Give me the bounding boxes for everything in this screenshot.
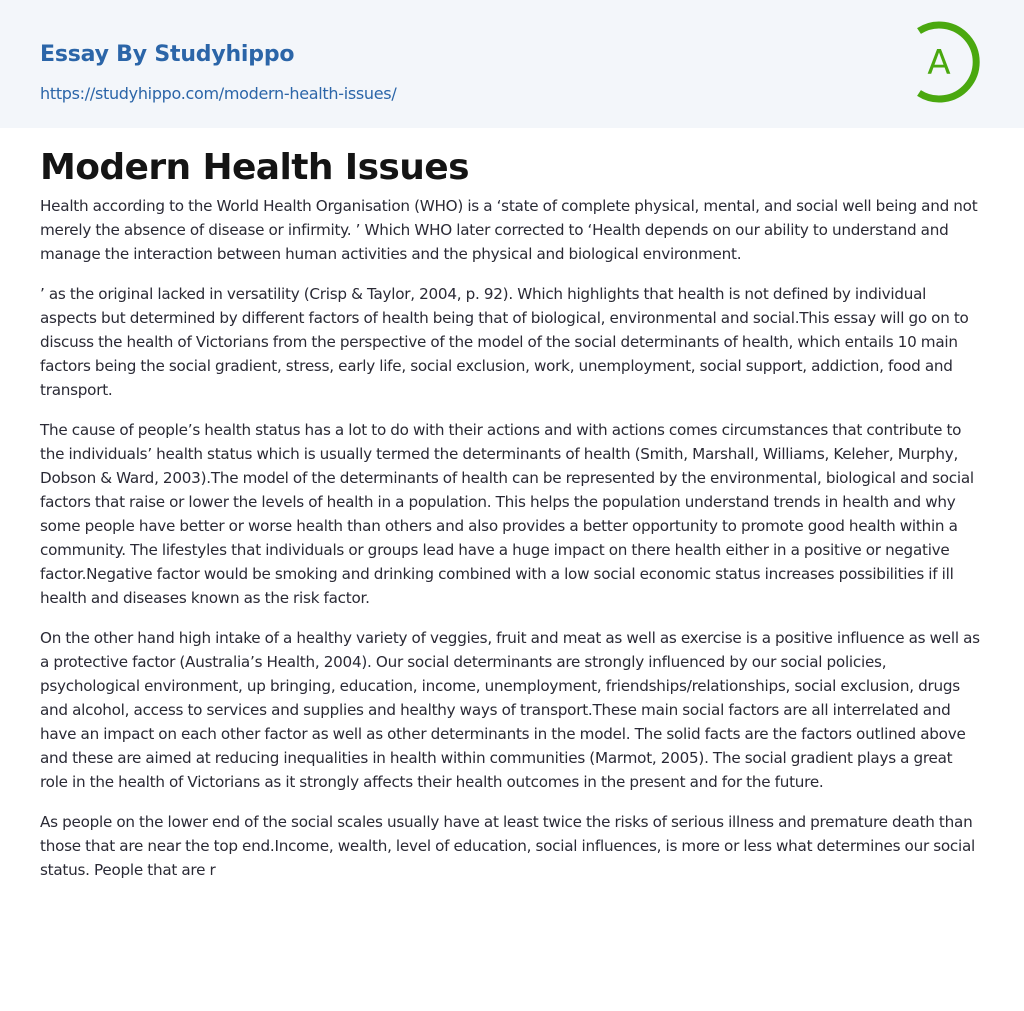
essay-content [0, 128, 1024, 882]
essay-paragraph: The cause of people’s health status has a lot to do with their actions and with actions comes circumstances that contribute to the individuals’ health status which is usually termed the determinants of health (Smith, Marshall, Williams, Keleher, Murphy, Dobson & Ward, 2003).The model of the determinants of health can be represented by the environmental, biological and social factors that raise or lower the levels of health in a population. This helps the population understand trends in health and why some people have better or worse health than others and also provides a better opportunity to promote good health within a community. The lifestyles that individuals or groups lead have a huge impact on there health either in a positive or negative factor.Negative factor would be smoking and drinking combined with a low social economic status increases possibilities if ill health and diseases known as the risk factor. [40, 421, 974, 607]
site-header [0, 0, 1024, 128]
essay-paragraph: On the other hand high intake of a healthy variety of veggies, fruit and meat as well as exercise is a positive influence as well as a protective factor (Australia’s Health, 2004). Our social determinants are strongly influenced by our social policies, psychological environment, up bringing, education, income, unemployment, friendships/relationships, social exclusion, drugs and alcohol, access to services and supplies and healthy ways of transport.These main social factors are all interrelated and have an impact on each other factor as well as other determinants in the model. The solid facts are the factors outlined above and these are aimed at reducing inequalities in health within communities (Marmot, 2005). The social gradient plays a great role in the health of Victorians as it strongly affects their health outcomes in the present and for the future. [40, 629, 980, 791]
brand-title: Essay By Studyhippo [40, 42, 295, 67]
page-title: Modern Health Issues [40, 147, 469, 188]
studyhippo-logo-icon[interactable] [905, 19, 989, 105]
essay-url-link[interactable]: https://studyhippo.com/modern-health-issues/ [40, 84, 397, 103]
essay-paragraph: As people on the lower end of the social scales usually have at least twice the risks of serious illness and premature death than those that are near the top end.Income, wealth, level of education, social influences, is more or less what determines our social status. People that are r [40, 813, 976, 879]
logo-letter: A [927, 43, 951, 83]
essay-paragraph: ’ as the original lacked in versatility (Crisp & Taylor, 2004, p. 92). Which highlights that health is not defined by individual aspects but determined by different factors of health being that of biological, environmental and social.This essay will go on to discuss the health of Victorians from the perspective of the model of the social determinants of health, which entails 10 main factors being the social gradient, stress, early life, social exclusion, work, unemployment, social support, addiction, food and transport. [40, 285, 969, 399]
essay-paragraph: Health according to the World Health Organisation (WHO) is a ‘state of complete physical, mental, and social well being and not merely the absence of disease or infirmity. ’ Which WHO later corrected to ‘Health depends on our ability to understand and manage the interaction between human activities and the physical and biological environment. [40, 197, 978, 263]
